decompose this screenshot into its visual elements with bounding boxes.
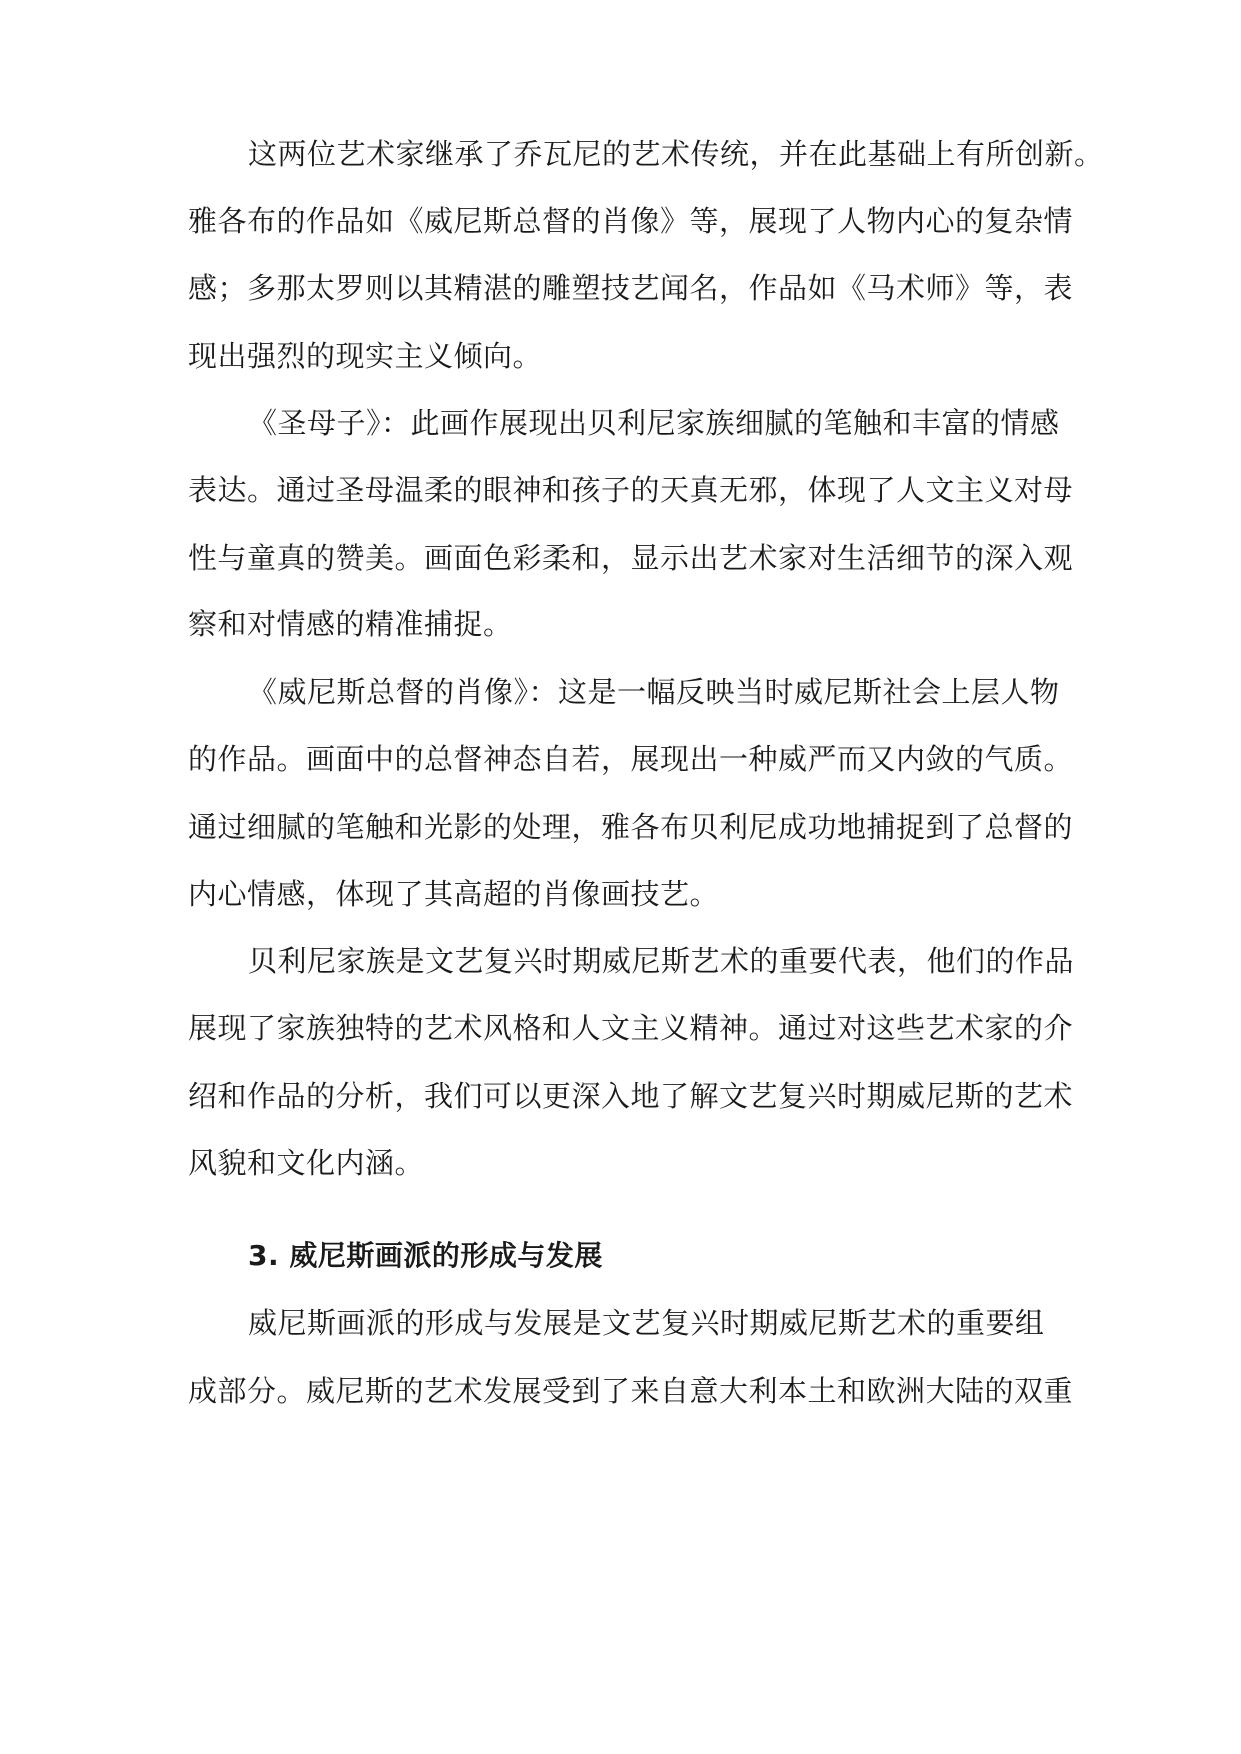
paragraph-4-line-4: 风貌和文化内涵。 [188,1146,425,1180]
paragraph-2-line-1: 《圣母子》：此画作展现出贝利尼家族细腻的笔触和丰富的情感 [248,406,1060,440]
final-paragraph-line-1: 威尼斯画派的形成与发展是文艺复兴时期威尼斯艺术的重要组 [248,1306,1045,1340]
paragraph-2-line-2: 表达。通过圣母温柔的眼神和孩子的天真无邪，体现了人文主义对母 [188,473,1074,507]
paragraph-3-line-4: 内心情感，体现了其高超的肖像画技艺。 [188,877,720,911]
final-paragraph-line-2: 成部分。威尼斯的艺术发展受到了来自意大利本土和欧洲大陆的双重 [188,1374,1074,1408]
paragraph-2-line-3: 性与童真的赞美。画面色彩柔和，显示出艺术家对生活细节的深入观 [188,541,1074,575]
paragraph-4-line-3: 绍和作品的分析，我们可以更深入地了解文艺复兴时期威尼斯的艺术 [188,1079,1074,1113]
paragraph-2-line-4: 察和对情感的精准捕捉。 [188,607,513,641]
section-heading: 3. 威尼斯画派的形成与发展 [248,1239,603,1272]
paragraph-3-line-1: 《威尼斯总督的肖像》：这是一幅反映当时威尼斯社会上层人物 [248,675,1060,709]
paragraph-4-line-2: 展现了家族独特的艺术风格和人文主义精神。通过对这些艺术家的介 [188,1011,1074,1045]
paragraph-1-line-4: 现出强烈的现实主义倾向。 [188,339,543,373]
paragraph-1-line-2: 雅各布的作品如《威尼斯总督的肖像》等，展现了人物内心的复杂情 [188,204,1074,238]
paragraph-3-line-3: 通过细腻的笔触和光影的处理，雅各布贝利尼成功地捕捉到了总督的 [188,810,1074,844]
paragraph-1-line-1: 这两位艺术家继承了乔瓦尼的艺术传统，并在此基础上有所创新。 [248,137,1104,171]
paragraph-1-line-3: 感；多那太罗则以其精湛的雕塑技艺闻名，作品如《马术师》等，表 [188,271,1074,305]
paragraph-3-line-2: 的作品。画面中的总督神态自若，展现出一种威严而又内敛的气质。 [188,742,1074,776]
paragraph-4-line-1: 贝利尼家族是文艺复兴时期威尼斯艺术的重要代表，他们的作品 [248,944,1075,978]
